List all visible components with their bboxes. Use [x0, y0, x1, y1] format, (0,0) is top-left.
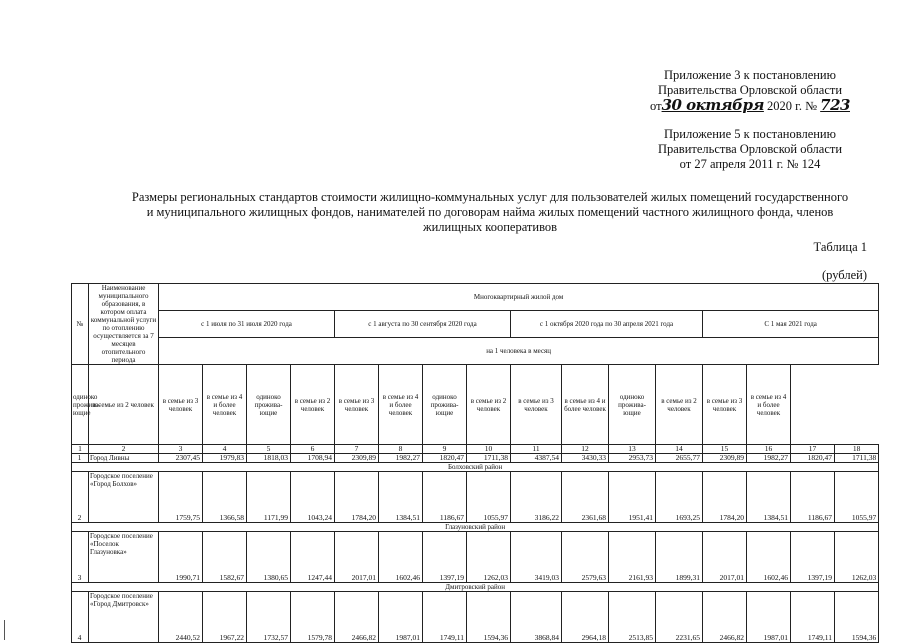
- header-period: С 1 мая 2021 года: [703, 311, 879, 338]
- value-cell: 2309,89: [703, 454, 747, 463]
- municipality-name: Городское поселение «Город Дмитровск»: [89, 592, 159, 643]
- value-cell: 1397,19: [423, 532, 467, 583]
- value-cell: 1990,71: [159, 532, 203, 583]
- value-cell: 1979,83: [203, 454, 247, 463]
- value-cell: 1784,20: [703, 472, 747, 523]
- row-number: 2: [72, 472, 89, 523]
- column-index-cell: 6: [291, 445, 335, 454]
- header-subcolumn: в семье из 2 человек: [89, 365, 159, 445]
- column-index-cell: 9: [423, 445, 467, 454]
- page-edge-mark: [4, 620, 5, 640]
- table-row: [72, 592, 879, 643]
- value-cell: 2655,77: [656, 454, 703, 463]
- document-title-line: Размеры региональных стандартов стоимости жилищно-коммунальных услуг для пользователей жилых помещений государственного: [131, 190, 849, 204]
- value-cell: 1602,46: [379, 532, 423, 583]
- appendix-header-line: от 27 апреля 2011 г. № 124: [679, 157, 821, 171]
- value-cell: 2361,68: [562, 472, 609, 523]
- document-title: [95, 190, 885, 235]
- column-index-cell: 5: [247, 445, 291, 454]
- header-subcolumn: в семье из 4 и более человек: [379, 365, 423, 445]
- value-cell: 1711,38: [835, 454, 879, 463]
- value-cell: 1749,11: [423, 592, 467, 643]
- table-row: [72, 454, 879, 463]
- value-cell: 1582,67: [203, 532, 247, 583]
- column-index-cell: 15: [703, 445, 747, 454]
- district-name: Глазуновский район: [72, 523, 879, 532]
- value-cell: 1820,47: [423, 454, 467, 463]
- value-cell: 1579,78: [291, 592, 335, 643]
- value-cell: 3868,84: [511, 592, 562, 643]
- value-cell: 1987,01: [379, 592, 423, 643]
- value-cell: 2309,89: [335, 454, 379, 463]
- municipality-name: Городское поселение «Город Болхов»: [89, 472, 159, 523]
- district-group-row: [72, 583, 879, 592]
- value-cell: 1055,97: [835, 472, 879, 523]
- value-cell: 1899,31: [656, 532, 703, 583]
- value-cell: 2953,73: [609, 454, 656, 463]
- appendix-header-current: [600, 68, 900, 114]
- header-subcolumn: в семье из 3 человек: [335, 365, 379, 445]
- value-cell: 1384,51: [379, 472, 423, 523]
- table-row: [72, 532, 879, 583]
- value-cell: 1594,36: [467, 592, 511, 643]
- value-cell: 1055,97: [467, 472, 511, 523]
- header-period: с 1 октября 2020 года по 30 апреля 2021 года: [511, 311, 703, 338]
- date-suffix: 2020 г. №: [767, 99, 818, 113]
- value-cell: 1818,03: [247, 454, 291, 463]
- appendix-header-line: Приложение 3 к постановлению: [664, 68, 836, 82]
- date-prefix: от: [650, 99, 662, 113]
- value-cell: 1262,03: [835, 532, 879, 583]
- header-subcolumn: в семье из 3 человек: [511, 365, 562, 445]
- value-cell: 2579,63: [562, 532, 609, 583]
- column-index-cell: 8: [379, 445, 423, 454]
- value-cell: 1366,58: [203, 472, 247, 523]
- value-cell: 1043,24: [291, 472, 335, 523]
- header-subcolumns-row: [72, 365, 879, 445]
- district-group-row: [72, 523, 879, 532]
- value-cell: 1749,11: [791, 592, 835, 643]
- value-cell: 2307,45: [159, 454, 203, 463]
- value-cell: 1711,38: [467, 454, 511, 463]
- value-cell: 4387,54: [511, 454, 562, 463]
- table-row: [72, 472, 879, 523]
- row-number: 3: [72, 532, 89, 583]
- value-cell: 1380,65: [247, 532, 291, 583]
- header-period: с 1 июля по 31 июля 2020 года: [159, 311, 335, 338]
- header-subcolumn: одиноко прожива-ющие: [247, 365, 291, 445]
- value-cell: 3186,22: [511, 472, 562, 523]
- value-cell: 2161,93: [609, 532, 656, 583]
- appendix-header-original: [600, 127, 900, 172]
- appendix-header-line: Правительства Орловской области: [657, 83, 843, 97]
- value-cell: 1982,27: [379, 454, 423, 463]
- header-subcolumn: в семье из 4 и более человек: [747, 365, 791, 445]
- header-subcolumn: в семье из 2 человек: [291, 365, 335, 445]
- header-period: с 1 августа по 30 сентября 2020 года: [335, 311, 511, 338]
- value-cell: 2017,01: [703, 532, 747, 583]
- header-subcolumn: одиноко прожива-ющие: [72, 365, 89, 445]
- header-per-person: на 1 человека в месяц: [159, 338, 879, 365]
- header-col-number: №: [72, 284, 89, 365]
- column-index-cell: 1: [72, 445, 89, 454]
- value-cell: 1759,75: [159, 472, 203, 523]
- value-cell: 1171,99: [247, 472, 291, 523]
- column-index-cell: 14: [656, 445, 703, 454]
- value-cell: 3430,33: [562, 454, 609, 463]
- table-label: Таблица 1: [813, 240, 867, 254]
- district-name: Дмитровский район: [72, 583, 879, 592]
- appendix-header-line: Приложение 5 к постановлению: [664, 127, 836, 141]
- district-name: Болховский район: [72, 463, 879, 472]
- header-main: Многоквартирный жилой дом: [159, 284, 879, 311]
- handwritten-number: 723: [820, 96, 850, 114]
- district-group-row: [72, 463, 879, 472]
- value-cell: 1397,19: [791, 532, 835, 583]
- municipality-name: Город Ливны: [89, 454, 159, 463]
- column-index-cell: 17: [791, 445, 835, 454]
- value-cell: 1967,22: [203, 592, 247, 643]
- column-index-cell: 2: [89, 445, 159, 454]
- value-cell: 1820,47: [791, 454, 835, 463]
- column-index-cell: 4: [203, 445, 247, 454]
- appendix-header-line: Правительства Орловской области: [657, 142, 843, 156]
- handwritten-date: 30 октября: [661, 96, 764, 114]
- header-subcolumn: в семье из 2 человек: [656, 365, 703, 445]
- header-subcolumn: одиноко прожива-ющие: [423, 365, 467, 445]
- header-subcolumn: в семье из 2 человек: [467, 365, 511, 445]
- column-index-cell: 18: [835, 445, 879, 454]
- document-title-line: жилищных кооперативов: [422, 220, 558, 234]
- value-cell: 1951,41: [609, 472, 656, 523]
- value-cell: 1987,01: [747, 592, 791, 643]
- document-title-line: и муниципального жилищных фондов, нанимателей по договорам найма жилых помещений частного жилищного фонда, членов: [146, 205, 834, 219]
- value-cell: 1186,67: [423, 472, 467, 523]
- row-number: 1: [72, 454, 89, 463]
- value-cell: 1602,46: [747, 532, 791, 583]
- value-cell: 3419,03: [511, 532, 562, 583]
- header-subcolumn: в семье из 4 и более человек: [562, 365, 609, 445]
- column-index-cell: 7: [335, 445, 379, 454]
- header-subcolumn: в семье из 4 и более человек: [203, 365, 247, 445]
- header-subcolumn: в семье из 3 человек: [703, 365, 747, 445]
- value-cell: 1247,44: [291, 532, 335, 583]
- value-cell: 2964,18: [562, 592, 609, 643]
- units-label: (рублей): [821, 268, 867, 282]
- municipality-name: Городское поселение «Поселок Глазуновка»: [89, 532, 159, 583]
- value-cell: 1384,51: [747, 472, 791, 523]
- value-cell: 2440,52: [159, 592, 203, 643]
- value-cell: 1784,20: [335, 472, 379, 523]
- value-cell: 2017,01: [335, 532, 379, 583]
- value-cell: 1693,25: [656, 472, 703, 523]
- value-cell: 1594,36: [835, 592, 879, 643]
- value-cell: 2513,85: [609, 592, 656, 643]
- header-subcolumn: в семье из 3 человек: [159, 365, 203, 445]
- value-cell: 1708,94: [291, 454, 335, 463]
- value-cell: 2231,65: [656, 592, 703, 643]
- header-col-municipality: Наименование муниципального образования, в котором оплата коммунальной услуги по отоплению осуществляется за 7 месяцев отопительного периода: [89, 284, 159, 365]
- column-index-cell: 3: [159, 445, 203, 454]
- row-number: 4: [72, 592, 89, 643]
- value-cell: 1982,27: [747, 454, 791, 463]
- value-cell: 1186,67: [791, 472, 835, 523]
- appendix-header-date-line: [600, 98, 900, 114]
- column-index-cell: 10: [467, 445, 511, 454]
- column-index-cell: 16: [747, 445, 791, 454]
- header-subcolumn: одиноко прожива-ющие: [609, 365, 656, 445]
- value-cell: 1262,03: [467, 532, 511, 583]
- column-index-cell: 13: [609, 445, 656, 454]
- column-index-cell: 12: [562, 445, 609, 454]
- standards-table: [71, 283, 879, 643]
- column-index-cell: 11: [511, 445, 562, 454]
- value-cell: 2466,82: [703, 592, 747, 643]
- value-cell: 2466,82: [335, 592, 379, 643]
- value-cell: 1732,57: [247, 592, 291, 643]
